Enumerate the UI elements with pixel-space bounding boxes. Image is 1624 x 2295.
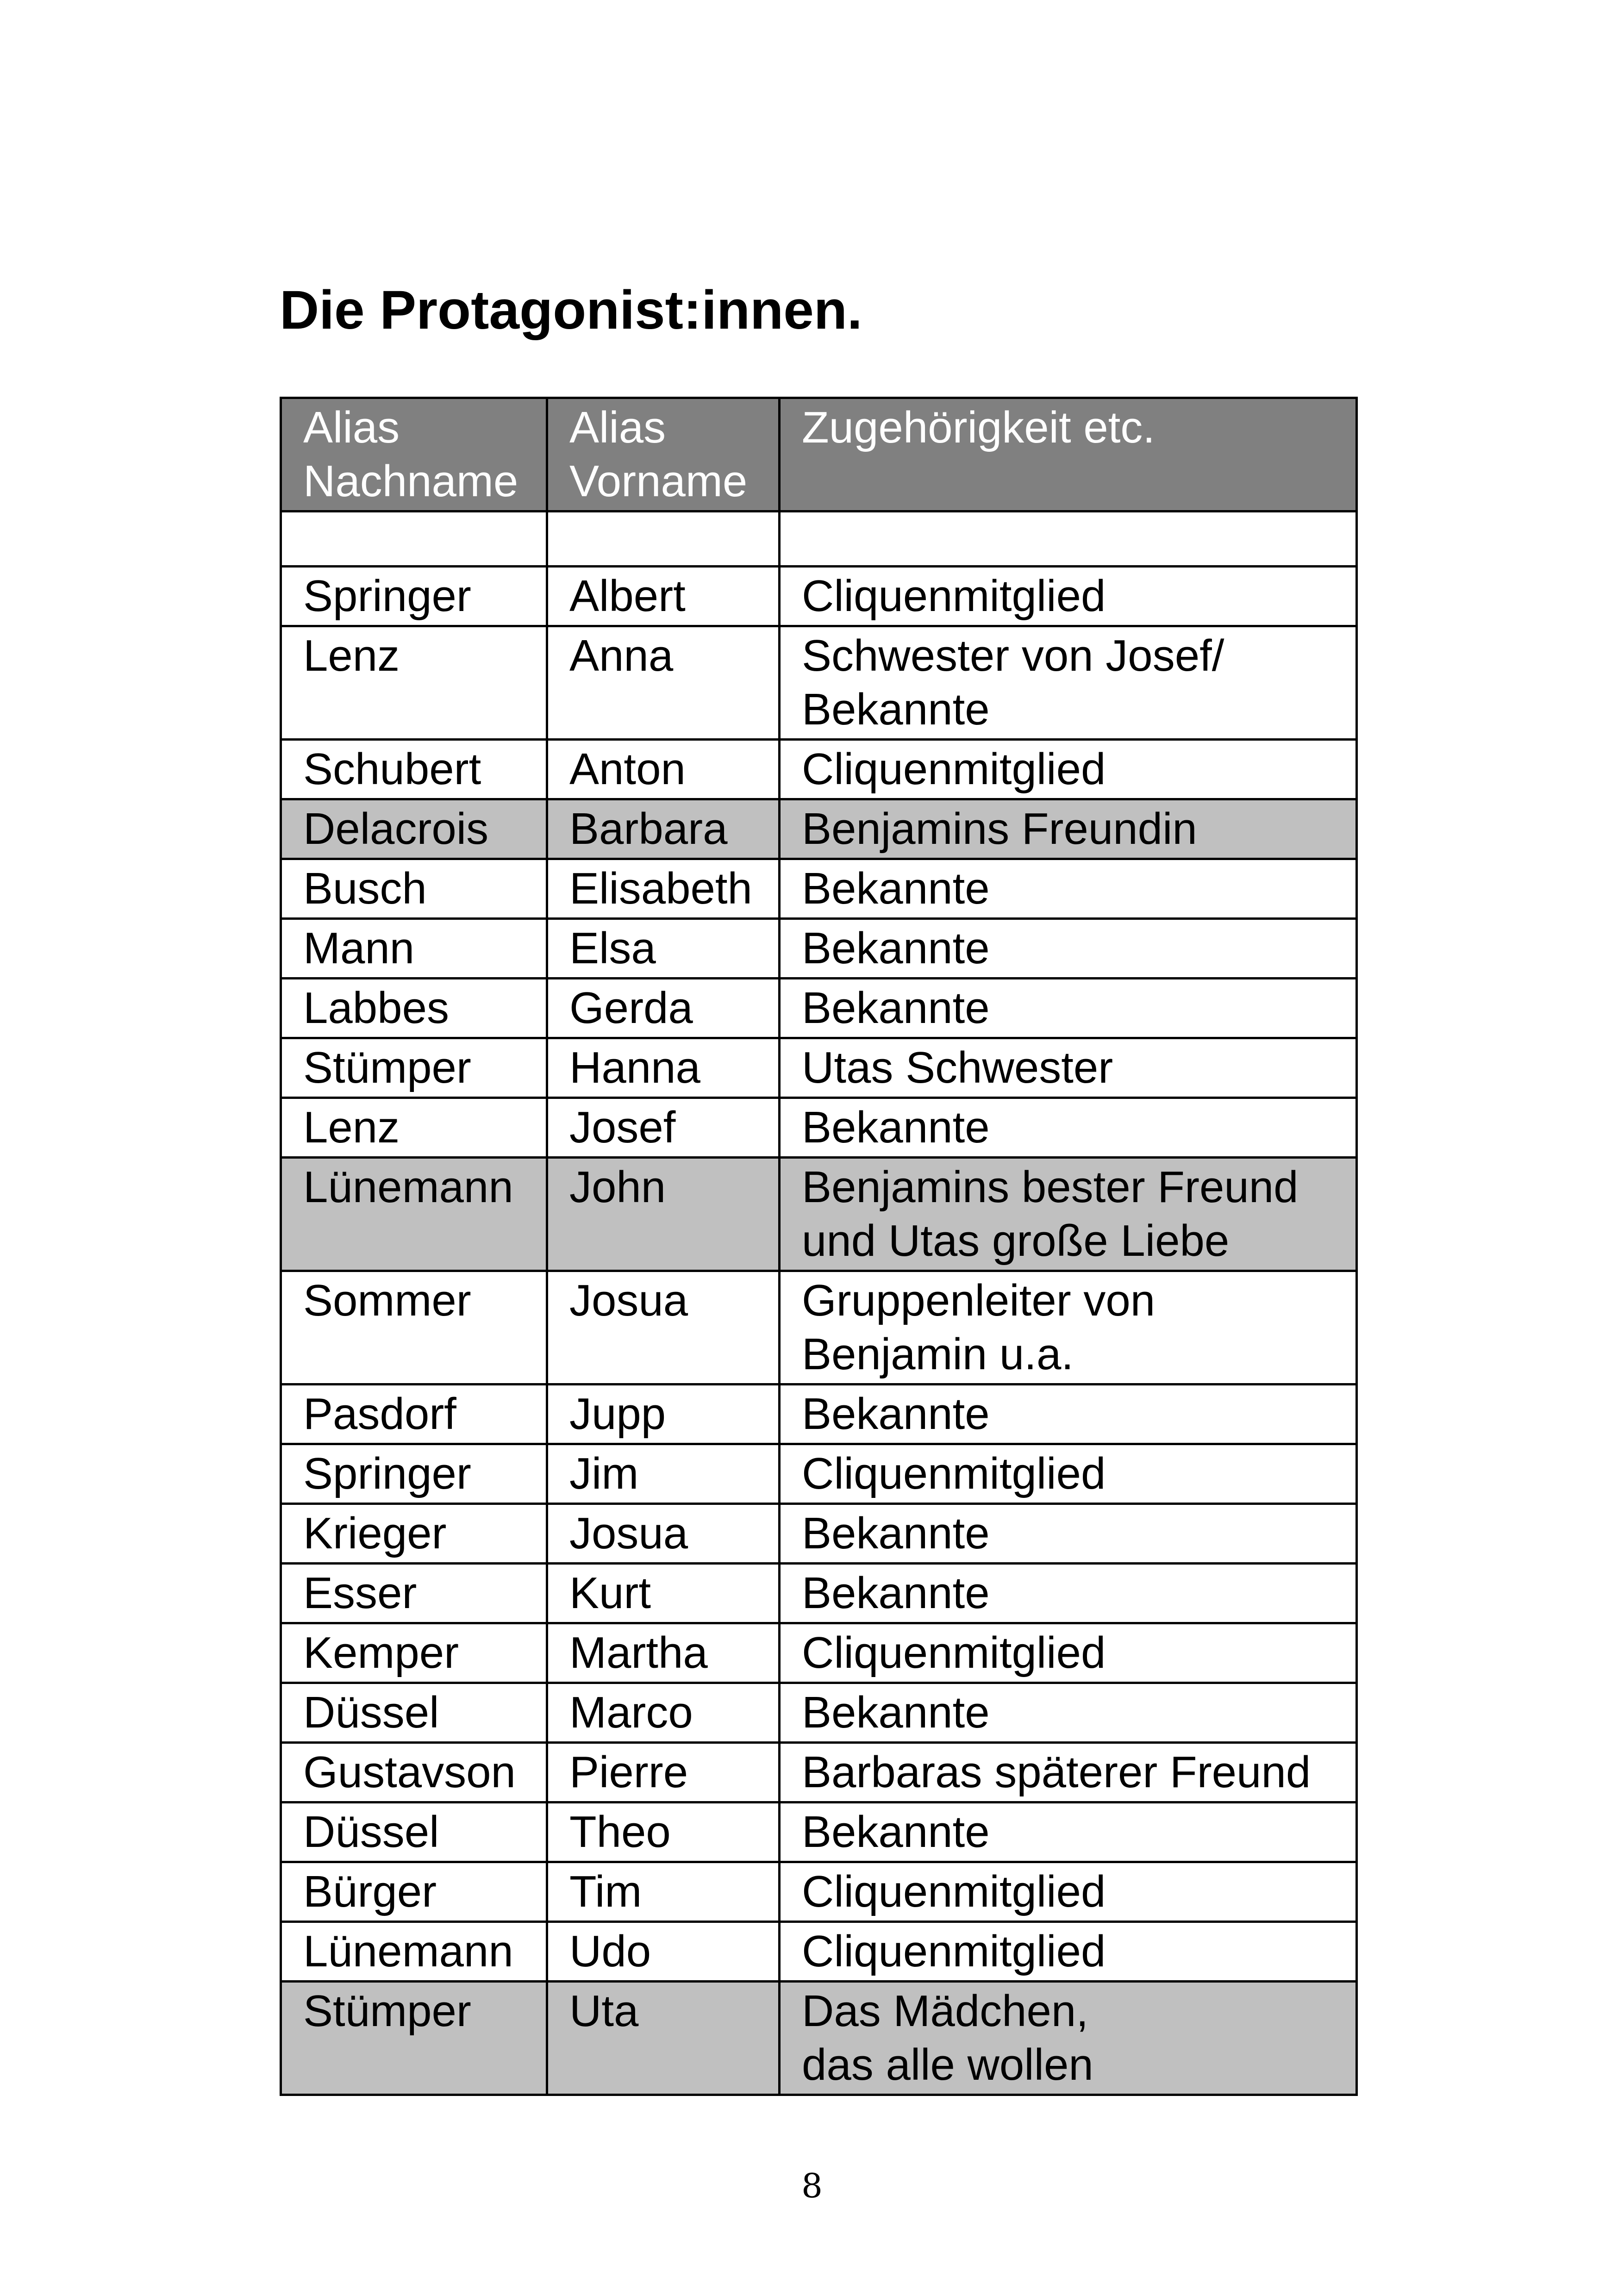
cell-affiliation	[780, 1384, 1357, 1444]
table-row	[281, 1158, 1357, 1271]
table-row	[281, 567, 1357, 626]
cell-affiliation	[780, 1444, 1357, 1504]
cell-last-name: Kemper	[281, 1623, 547, 1683]
cell-last-name: Krieger	[281, 1504, 547, 1564]
affiliation-line: Schwester von Josef/	[802, 631, 1224, 680]
cell-first-name: Hanna	[547, 1038, 780, 1098]
cell-first-name: Elsa	[547, 919, 780, 979]
cell-first-name: Jim	[547, 1444, 780, 1504]
cell-last-name: Delacrois	[281, 799, 547, 859]
affiliation-line: Cliquenmitglied	[802, 744, 1106, 794]
table-row	[281, 859, 1357, 919]
cell-last-name: Lenz	[281, 1098, 547, 1158]
cell-affiliation	[780, 859, 1357, 919]
cell-affiliation	[780, 799, 1357, 859]
page-title: Die Protagonist:innen.	[280, 280, 862, 341]
cell-first-name: Marco	[547, 1683, 780, 1743]
cell-affiliation	[780, 1743, 1357, 1802]
affiliation-line: Cliquenmitglied	[802, 1927, 1106, 1976]
affiliation-line: Das Mädchen,	[802, 1986, 1088, 2036]
cell-first-name: Kurt	[547, 1564, 780, 1623]
affiliation-line: Bekannte	[802, 1509, 990, 1558]
cell-last-name: Lünemann	[281, 1158, 547, 1271]
cell-last-name: Sommer	[281, 1271, 547, 1384]
table-row	[281, 1743, 1357, 1802]
cell-first-name: Jupp	[547, 1384, 780, 1444]
column-header-last-name: Alias Nachname	[281, 398, 547, 511]
affiliation-line: Bekannte	[802, 685, 990, 734]
affiliation-line: Cliquenmitglied	[802, 1867, 1106, 1916]
affiliation-line: Barbaras späterer Freund	[802, 1747, 1311, 1797]
cell-first-name: Uta	[547, 1982, 780, 2095]
cell-affiliation	[780, 1623, 1357, 1683]
table-row	[281, 1683, 1357, 1743]
column-header-first-name: Alias Vorname	[547, 398, 780, 511]
cell-first-name: Josef	[547, 1098, 780, 1158]
table-row	[281, 1444, 1357, 1504]
header-row	[281, 398, 1357, 511]
table-row	[281, 626, 1357, 740]
cell-first-name: Theo	[547, 1802, 780, 1862]
affiliation-line: Bekannte	[802, 983, 990, 1033]
cell-affiliation	[780, 919, 1357, 979]
affiliation-line: das alle wollen	[802, 2040, 1093, 2089]
table-row	[281, 1564, 1357, 1623]
cell-first-name: Udo	[547, 1922, 780, 1982]
affiliation-line: Bekannte	[802, 1688, 990, 1737]
cell-last-name: Stümper	[281, 1982, 547, 2095]
affiliation-line: Benjamin u.a.	[802, 1329, 1074, 1379]
cell-first-name: Anton	[547, 740, 780, 799]
cell-last-name	[281, 511, 547, 567]
table-row	[281, 1098, 1357, 1158]
cell-first-name: Gerda	[547, 979, 780, 1038]
cell-last-name: Stümper	[281, 1038, 547, 1098]
cell-last-name: Mann	[281, 919, 547, 979]
cell-last-name: Schubert	[281, 740, 547, 799]
page-number: 8	[801, 2166, 823, 2205]
cell-last-name: Springer	[281, 1444, 547, 1504]
cell-affiliation	[780, 1862, 1357, 1922]
cell-affiliation	[780, 1098, 1357, 1158]
cell-first-name: Barbara	[547, 799, 780, 859]
table-body	[281, 511, 1357, 2095]
affiliation-line: Cliquenmitglied	[802, 571, 1106, 621]
table-row	[281, 1038, 1357, 1098]
table-row	[281, 1271, 1357, 1384]
affiliation-line: Bekannte	[802, 1568, 990, 1618]
table-row	[281, 919, 1357, 979]
cell-affiliation	[780, 1982, 1357, 2095]
table-row	[281, 511, 1357, 567]
cell-affiliation	[780, 1564, 1357, 1623]
cell-affiliation	[780, 740, 1357, 799]
cell-first-name: John	[547, 1158, 780, 1271]
cell-first-name: Albert	[547, 567, 780, 626]
cell-affiliation	[780, 1922, 1357, 1982]
table-row	[281, 979, 1357, 1038]
table-row	[281, 1802, 1357, 1862]
cell-affiliation	[780, 567, 1357, 626]
table-row	[281, 1922, 1357, 1982]
table-row	[281, 1504, 1357, 1564]
cell-affiliation	[780, 626, 1357, 740]
cell-last-name: Lünemann	[281, 1922, 547, 1982]
cell-first-name: Tim	[547, 1862, 780, 1922]
cell-last-name: Pasdorf	[281, 1384, 547, 1444]
cell-last-name: Gustavson	[281, 1743, 547, 1802]
cell-first-name: Josua	[547, 1504, 780, 1564]
affiliation-line: Bekannte	[802, 864, 990, 913]
affiliation-line: Benjamins bester Freund	[802, 1162, 1299, 1212]
affiliation-line: Cliquenmitglied	[802, 1449, 1106, 1498]
cell-last-name: Düssel	[281, 1802, 547, 1862]
affiliation-line: und Utas große Liebe	[802, 1216, 1230, 1266]
affiliation-line: Bekannte	[802, 1103, 990, 1152]
cell-first-name: Josua	[547, 1271, 780, 1384]
affiliation-line: Utas Schwester	[802, 1043, 1113, 1092]
cell-first-name	[547, 511, 780, 567]
cell-affiliation	[780, 1271, 1357, 1384]
table-row	[281, 1384, 1357, 1444]
table-row	[281, 1862, 1357, 1922]
affiliation-line: Cliquenmitglied	[802, 1628, 1106, 1678]
cell-affiliation	[780, 1683, 1357, 1743]
table-row	[281, 1623, 1357, 1683]
affiliation-line: Bekannte	[802, 1807, 990, 1857]
cell-last-name: Esser	[281, 1564, 547, 1623]
affiliation-line: Gruppenleiter von	[802, 1276, 1156, 1325]
cell-last-name: Lenz	[281, 626, 547, 740]
table-row	[281, 740, 1357, 799]
affiliation-line: Bekannte	[802, 923, 990, 973]
table-header	[281, 398, 1357, 511]
cell-first-name: Pierre	[547, 1743, 780, 1802]
table-row	[281, 799, 1357, 859]
affiliation-line: Bekannte	[802, 1389, 990, 1439]
cell-affiliation	[780, 1158, 1357, 1271]
cell-last-name: Springer	[281, 567, 547, 626]
cell-affiliation	[780, 1504, 1357, 1564]
cell-affiliation	[780, 979, 1357, 1038]
cell-first-name: Elisabeth	[547, 859, 780, 919]
cell-last-name: Busch	[281, 859, 547, 919]
cell-first-name: Martha	[547, 1623, 780, 1683]
cell-first-name: Anna	[547, 626, 780, 740]
cell-last-name: Bürger	[281, 1862, 547, 1922]
cell-affiliation	[780, 511, 1357, 567]
column-header-affiliation: Zugehörigkeit etc.	[780, 398, 1357, 511]
affiliation-line: Benjamins Freundin	[802, 804, 1197, 854]
cell-affiliation	[780, 1802, 1357, 1862]
cell-last-name: Düssel	[281, 1683, 547, 1743]
cell-last-name: Labbes	[281, 979, 547, 1038]
table-row	[281, 1982, 1357, 2095]
cell-affiliation	[780, 1038, 1357, 1098]
protagonists-table	[280, 397, 1358, 2096]
